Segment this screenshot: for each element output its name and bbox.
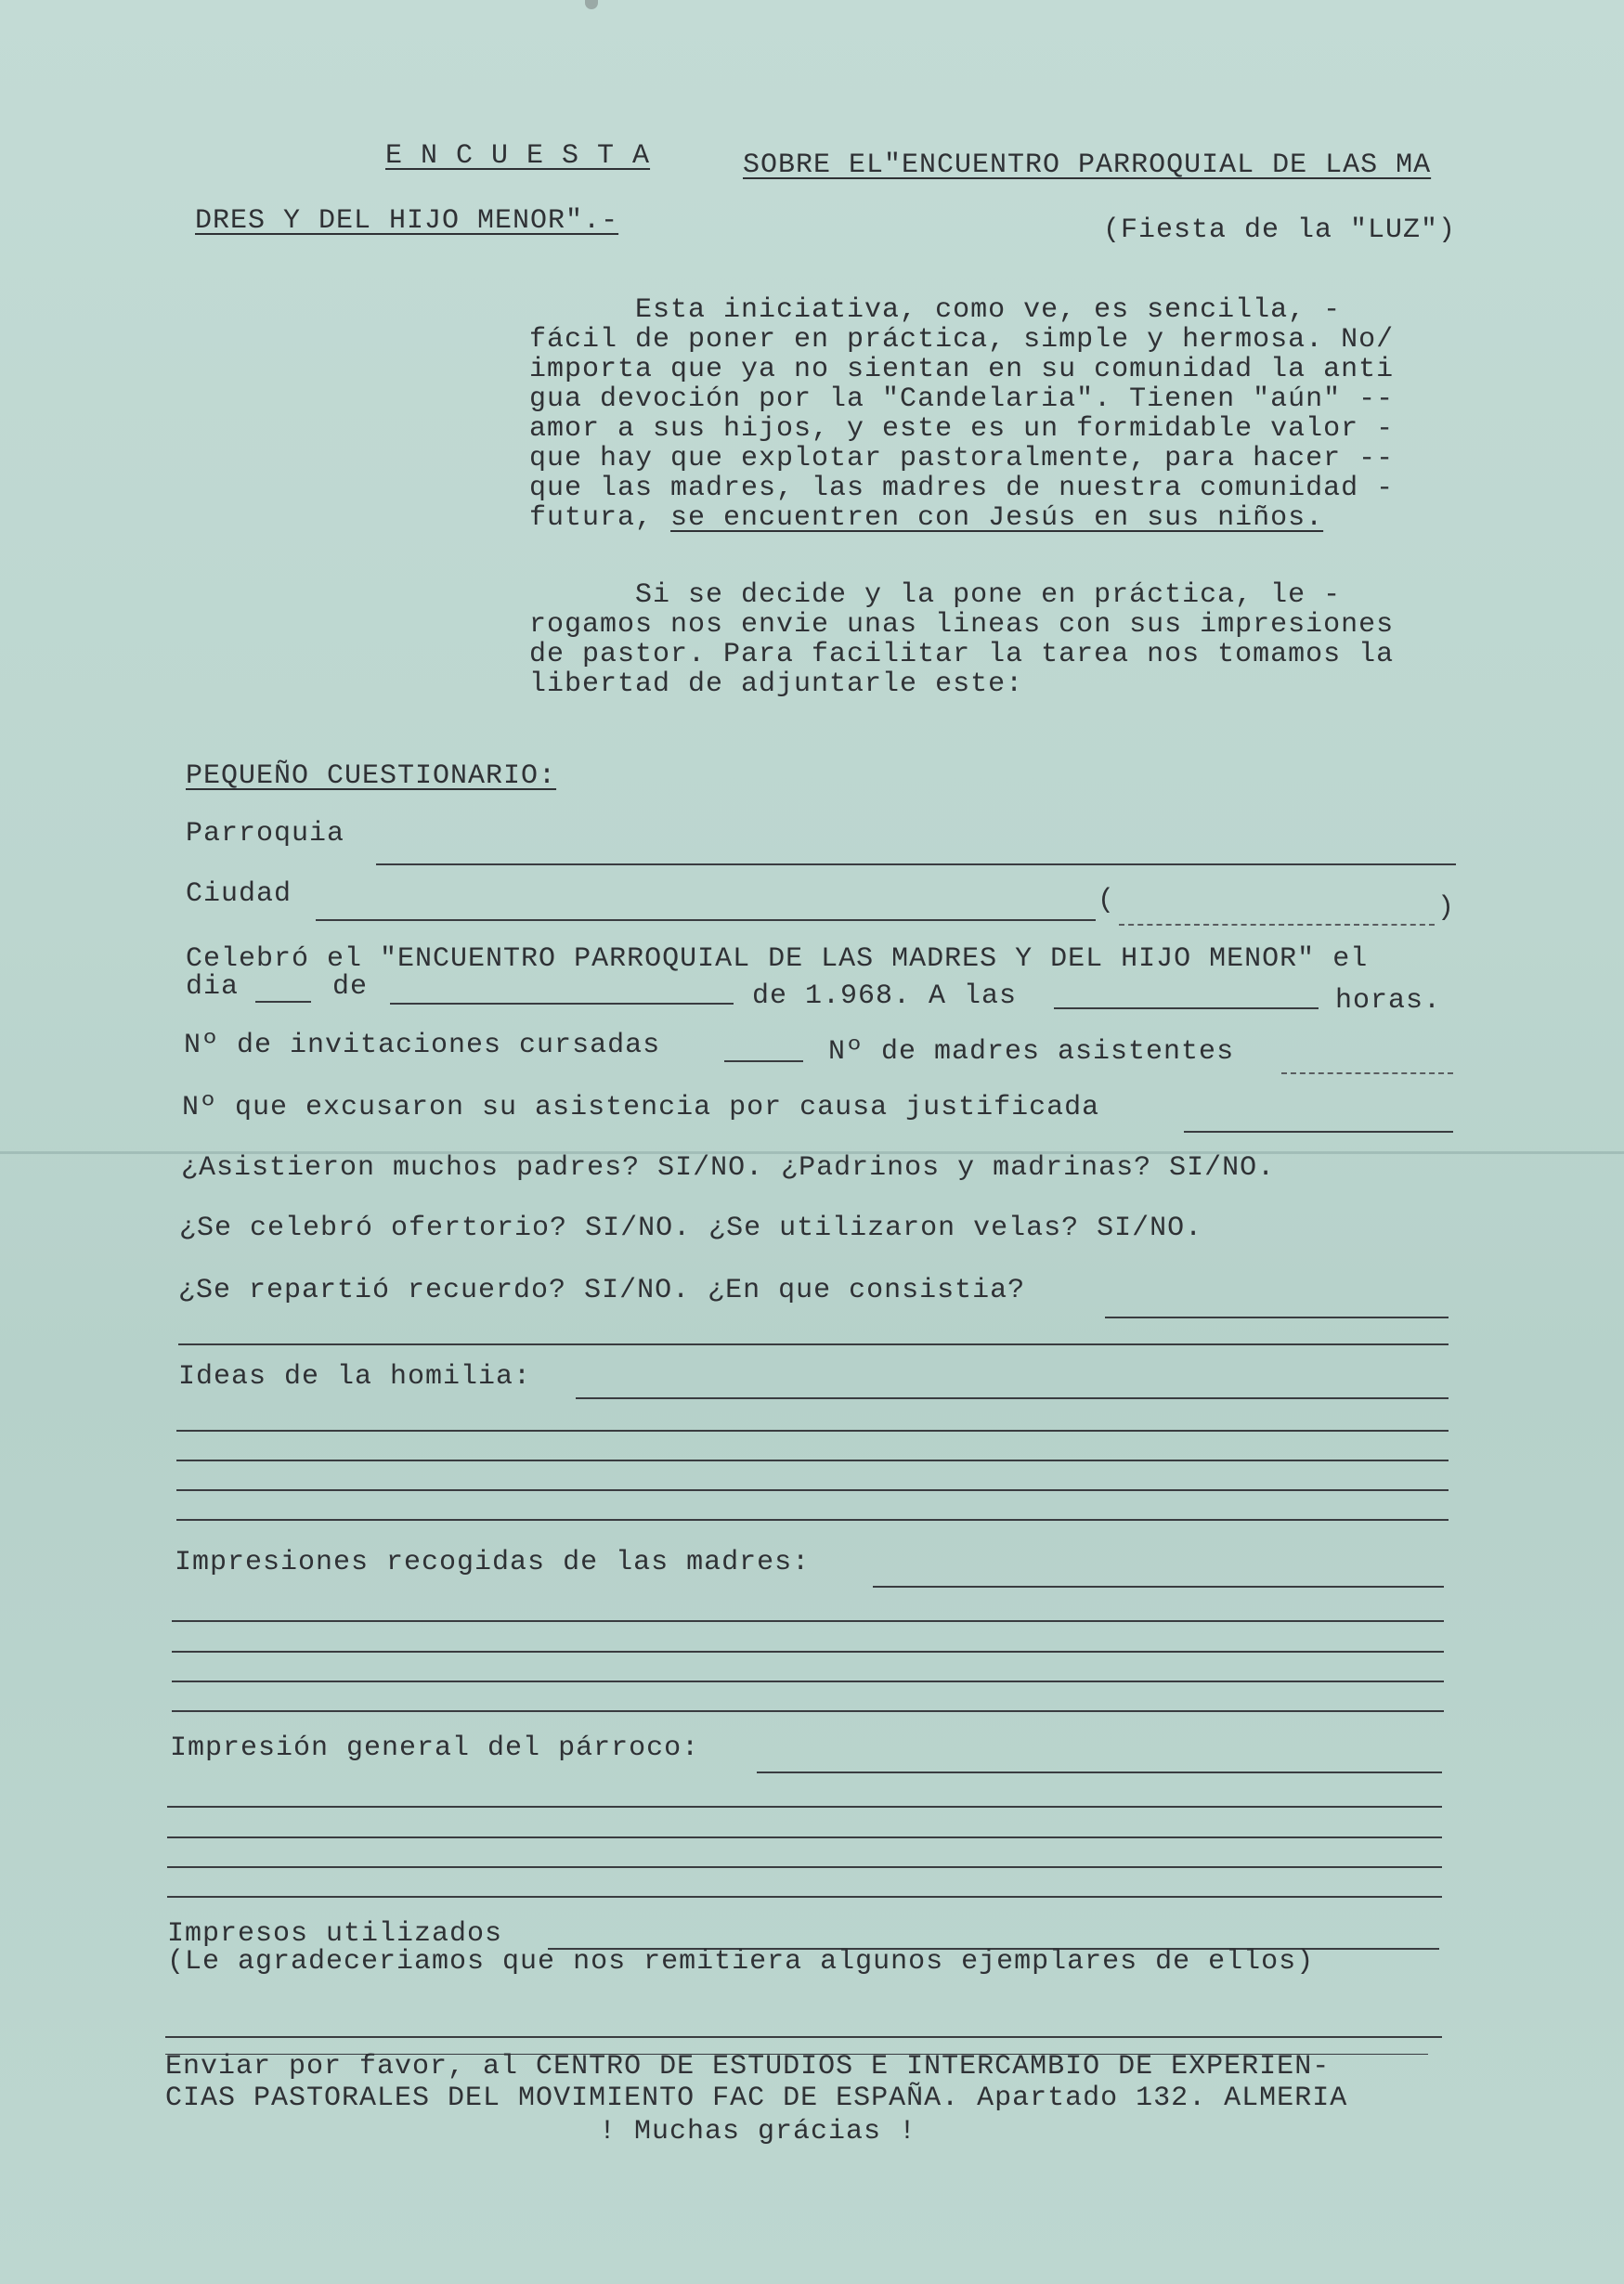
intro-line: que hay que explotar pastoralmente, para hacer --	[529, 443, 1395, 474]
title-main: SOBRE EL"ENCUENTRO PARROQUIAL DE LAS MA	[743, 149, 1432, 181]
label-impresiones: Impresiones recogidas de las madres:	[175, 1547, 811, 1578]
questionnaire-heading: PEQUEÑO CUESTIONARIO:	[186, 760, 557, 792]
paren-open: (	[1098, 885, 1116, 916]
parroquia-field[interactable]	[376, 863, 1456, 865]
impresiones-field-5[interactable]	[172, 1710, 1444, 1712]
intro-emphasis: se encuentren con Jesús en sus niños.	[670, 502, 1324, 534]
intro-line-last	[529, 503, 1323, 533]
label-excusaron: Nº que excusaron su asistencia por causa justificada	[182, 1092, 1100, 1123]
impresiones-field-2[interactable]	[172, 1620, 1444, 1622]
parroco-field-3[interactable]	[167, 1836, 1442, 1838]
footer-line-1: Enviar por favor, al CENTRO DE ESTUDIOS E INTERCAMBIO DE EXPERIEN-	[165, 2051, 1331, 2083]
homilia-field-4[interactable]	[176, 1489, 1449, 1491]
footer-thanks: ! Muchas grácias !	[599, 2116, 917, 2148]
parroco-field-5[interactable]	[167, 1896, 1442, 1898]
province-field[interactable]	[1119, 924, 1435, 926]
intro-line: de pastor. Para facilitar la tarea nos tomamos la	[529, 639, 1395, 670]
label-celebro: Celebró el "ENCUENTRO PARROQUIAL DE LAS MADRES Y DEL HIJO MENOR" el	[186, 943, 1369, 975]
dia-field[interactable]	[255, 1001, 311, 1003]
intro-line: importa que ya no sientan en su comunidad la anti	[529, 354, 1395, 385]
recuerdo-field[interactable]	[1105, 1317, 1449, 1318]
intro-line: gua devoción por la "Candelaria". Tienen "aún" --	[529, 383, 1395, 415]
punch-hole	[585, 0, 598, 9]
subtitle: (Fiesta de la "LUZ")	[1103, 214, 1457, 246]
label-year: de 1.968. A las	[752, 980, 1018, 1012]
title-encuesta: E N C U E S T A	[385, 140, 651, 172]
label-parroquia: Parroquia	[186, 818, 345, 850]
label-homilia: Ideas de la homilia:	[178, 1361, 532, 1393]
homilia-field[interactable]	[576, 1397, 1449, 1399]
intro-line: libertad de adjuntarle este:	[529, 668, 1024, 700]
ciudad-field[interactable]	[316, 919, 1096, 921]
footer-separator	[165, 2036, 1442, 2038]
parroco-field-4[interactable]	[167, 1866, 1442, 1868]
homilia-field-5[interactable]	[176, 1519, 1449, 1521]
intro-line: amor a sus hijos, y este es un formidable valor -	[529, 413, 1395, 445]
label-ciudad: Ciudad	[186, 878, 292, 910]
intro-line: fácil de poner en práctica, simple y hermosa. No/	[529, 324, 1395, 356]
label-de: de	[332, 971, 369, 1003]
impresos-note: (Le agradeceriamos que nos remitiera algunos ejemplares de ellos)	[167, 1946, 1315, 1978]
label-madres: Nº de madres asistentes	[828, 1036, 1235, 1068]
label-dia: dia	[186, 971, 240, 1003]
paren-close: )	[1437, 892, 1456, 924]
intro-last-prefix: futura,	[529, 502, 671, 534]
homilia-field-2[interactable]	[176, 1430, 1449, 1432]
label-invitaciones: Nº de invitaciones cursadas	[184, 1030, 661, 1061]
question-padres: ¿Asistieron muchos padres? SI/NO. ¿Padrinos y madrinas? SI/NO.	[181, 1152, 1276, 1184]
hora-field[interactable]	[1054, 1007, 1319, 1009]
parroco-field[interactable]	[757, 1771, 1442, 1773]
intro-line: que las madres, las madres de nuestra comunidad -	[529, 473, 1395, 504]
impresiones-field-3[interactable]	[172, 1651, 1444, 1653]
parroco-field-2[interactable]	[167, 1806, 1442, 1808]
intro-line: Si se decide y la pone en práctica, le -	[529, 579, 1342, 611]
homilia-field-3[interactable]	[176, 1460, 1449, 1461]
label-parroco: Impresión general del párroco:	[170, 1732, 700, 1764]
intro-line: Esta iniciativa, como ve, es sencilla, -	[529, 294, 1342, 326]
question-recuerdo: ¿Se repartió recuerdo? SI/NO. ¿En que consistia?	[178, 1275, 1026, 1306]
mes-field[interactable]	[390, 1003, 734, 1005]
label-horas: horas.	[1335, 985, 1442, 1017]
label-impresos: Impresos utilizados	[167, 1918, 503, 1950]
invitaciones-field[interactable]	[724, 1060, 803, 1062]
recuerdo-field-2[interactable]	[178, 1343, 1449, 1345]
question-ofertorio: ¿Se celebró ofertorio? SI/NO. ¿Se utilizaron velas? SI/NO.	[179, 1213, 1203, 1244]
impresiones-field[interactable]	[873, 1586, 1444, 1588]
madres-field[interactable]	[1281, 1072, 1453, 1074]
excusaron-field[interactable]	[1184, 1131, 1453, 1133]
footer-line-2: CIAS PASTORALES DEL MOVIMIENTO FAC DE ESPAÑA. Apartado 132. ALMERIA	[165, 2083, 1348, 2114]
impresiones-field-4[interactable]	[172, 1681, 1444, 1682]
title-line2: DRES Y DEL HIJO MENOR".-	[195, 205, 619, 237]
intro-line: rogamos nos envie unas lineas con sus impresiones	[529, 609, 1395, 641]
